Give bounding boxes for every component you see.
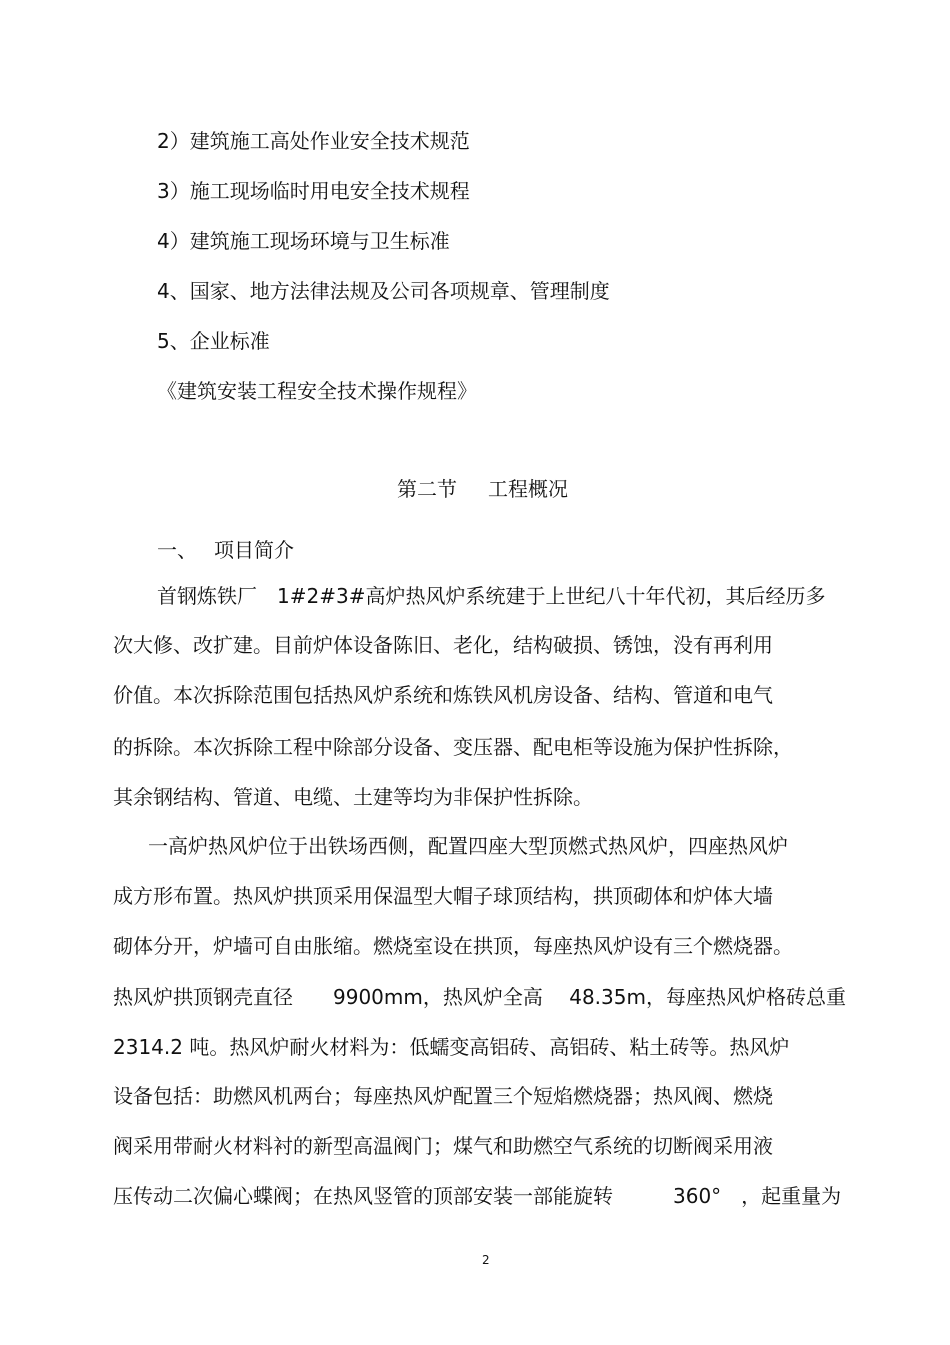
- paragraph-line: 砌体分开，炉墙可自由胀缩。燃烧室设在拱顶，每座热风炉设有三个燃烧器。: [113, 934, 793, 958]
- paragraph-line: 的拆除。本次拆除工程中除部分设备、变压器、配电柜等设施为保护性拆除，: [113, 735, 793, 759]
- paragraph-line: 2314.2 吨。热风炉耐火材料为：低蠕变高铝砖、高铝砖、粘土砖等。热风炉: [113, 1035, 790, 1059]
- paragraph-line: 成方形布置。热风炉拱顶采用保温型大帽子球顶结构，拱顶砌体和炉体大墙: [113, 884, 773, 908]
- paragraph-line: 压传动二次偏心蝶阀；在热风竖管的顶部安装一部能旋转 360° ，起重量为: [113, 1184, 842, 1208]
- list-item: 《建筑安装工程安全技术操作规程》: [157, 379, 477, 403]
- list-item: 4）建筑施工现场环境与卫生标准: [157, 229, 450, 253]
- list-item: 2）建筑施工高处作业安全技术规范: [157, 129, 470, 153]
- list-item: 3）施工现场临时用电安全技术规程: [157, 179, 470, 203]
- paragraph-line: 热风炉拱顶钢壳直径 9900mm，热风炉全高 48.35m，每座热风炉格砖总重: [113, 985, 846, 1009]
- list-item: 4、国家、地方法律法规及公司各项规章、管理制度: [157, 279, 610, 303]
- paragraph-line: 次大修、改扩建。目前炉体设备陈旧、老化，结构破损、锈蚀，没有再利用: [113, 633, 773, 657]
- paragraph-line: 阀采用带耐火材料衬的新型高温阀门；煤气和助燃空气系统的切断阀采用液: [113, 1134, 773, 1158]
- subsection-title: 项目简介: [214, 538, 294, 562]
- paragraph-line: 一高炉热风炉位于出铁场西侧，配置四座大型顶燃式热风炉，四座热风炉: [148, 834, 788, 858]
- paragraph-line: 其余钢结构、管道、电缆、土建等均为非保护性拆除。: [113, 785, 593, 809]
- paragraph-line: 价值。本次拆除范围包括热风炉系统和炼铁风机房设备、结构、管道和电气: [113, 683, 773, 707]
- subsection-number: 一、: [157, 538, 197, 562]
- page-number: 2: [482, 1253, 490, 1267]
- section-number: 第二节: [397, 477, 457, 501]
- paragraph-line: 设备包括：助燃风机两台；每座热风炉配置三个短焰燃烧器；热风阀、燃烧: [113, 1084, 773, 1108]
- paragraph-line: 首钢炼铁厂 1#2#3#高炉热风炉系统建于上世纪八十年代初，其后经历多: [157, 584, 826, 608]
- section-title: 工程概况: [488, 477, 568, 501]
- list-item: 5、企业标准: [157, 329, 270, 353]
